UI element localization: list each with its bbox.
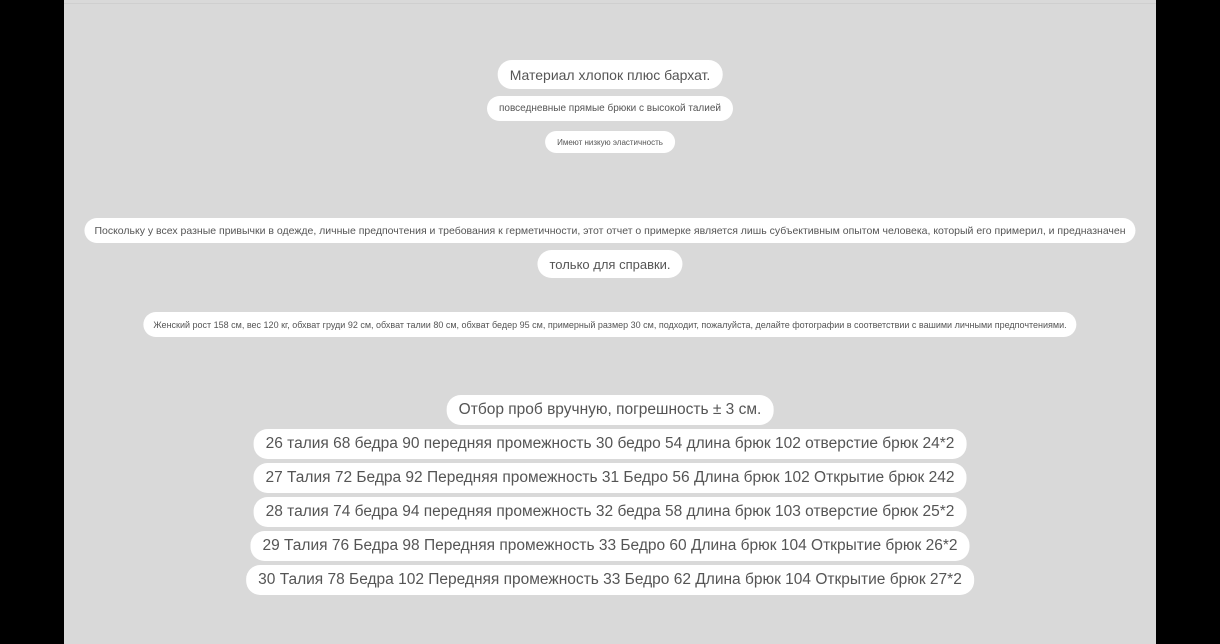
measurement-note: Отбор проб вручную, погрешность ± 3 см. [447,395,774,425]
size-row-27: 27 Талия 72 Бедра 92 Передняя промежность 31 Бедро 56 Длина брюк 102 Открытие брюк 242 [253,463,966,493]
size-row-29: 29 Талия 76 Бедра 98 Передняя промежность 33 Бедро 60 Длина брюк 104 Открытие брюк 26*2 [250,531,969,561]
size-row-26: 26 талия 68 бедра 90 передняя промежность 30 бедро 54 длина брюк 102 отверстие брюк 24*2 [254,429,967,459]
elasticity-text: Имеют низкую эластичность [545,131,675,153]
divider [64,3,1156,4]
size-row-30: 30 Талия 78 Бедра 102 Передняя промежность 33 Бедро 62 Длина брюк 104 Открытие брюк 27*2 [246,565,974,595]
image-stage [64,0,1156,644]
material-text: Материал хлопок плюс бархат. [498,60,723,89]
style-text: повседневные прямые брюки с высокой талией [487,96,733,121]
reference-text: только для справки. [537,250,682,278]
model-info-text: Женский рост 158 см, вес 120 кг, обхват груди 92 см, обхват талии 80 см, обхват бедер 95 см, примерный размер 30 см, подходит, пожалуйста, делайте фотографии в соответствии с вашими личными предпочтениями. [143,312,1076,337]
size-row-28: 28 талия 74 бедра 94 передняя промежность 32 бедра 58 длина брюк 103 отверстие брюк 25*2 [254,497,967,527]
disclaimer-text: Поскольку у всех разные привычки в одежде, личные предпочтения и требования к герметичности, этот отчет о примерке является лишь субъективным опытом человека, который его примерил, и предназначен [84,218,1135,243]
